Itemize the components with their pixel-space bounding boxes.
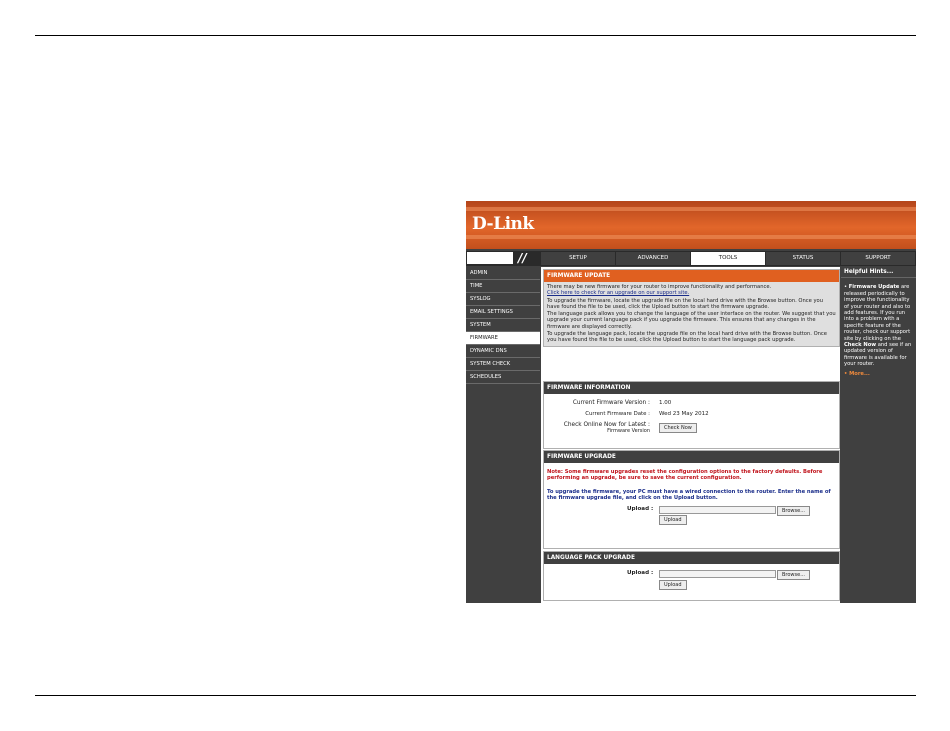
router-screenshot [466, 201, 916, 603]
firmware-upload-button[interactable]: Upload [659, 515, 687, 525]
intro-text-4: To upgrade the language pack, locate the upgrade file on the local hard drive with the Browse button. Once you have found the file to be used, click the Upload button to start the language pack upgrade. [547, 331, 827, 344]
hints-more-link[interactable] [844, 371, 913, 377]
language-pack-title: LANGUAGE PACK UPGRADE [544, 552, 839, 564]
current-version-label: Current Firmware Version : [572, 400, 650, 406]
language-file-input[interactable] [659, 570, 776, 578]
hints-check-now: Check Now [844, 342, 877, 349]
firmware-upgrade-title: FIRMWARE UPGRADE [544, 451, 839, 463]
top-rule [35, 35, 916, 36]
current-date-value: Wed 23 May 2012 [659, 411, 709, 417]
hints-title: Helpful Hints... [841, 267, 916, 278]
brand-banner [466, 201, 916, 249]
check-online-label-line1: Check Online Now for Latest : [563, 422, 650, 428]
firmware-update-panel [543, 269, 840, 347]
model-box [467, 252, 513, 264]
firmware-browse-button[interactable]: Browse... [777, 506, 810, 516]
sidebar-item-firmware[interactable]: FIRMWARE [466, 332, 540, 345]
firmware-upgrade-panel [543, 450, 840, 549]
tab-tools[interactable]: TOOLS [691, 252, 765, 265]
top-nav [466, 251, 916, 266]
hints-more-text: More... [849, 370, 870, 377]
bullet-icon: • [844, 370, 848, 377]
hints-body-2: and see if an updated version of firmware is available for your router. [844, 342, 912, 368]
sidebar-item-dynamic-dns[interactable]: DYNAMIC DNS [466, 345, 540, 358]
check-now-button[interactable]: Check Now [659, 423, 697, 433]
hints-body-1: are released periodically to improve the functionality of your router and also to add features. If you run into a problem with a specific feature of the router, check our support site by clicking on the [844, 284, 911, 342]
sidebar-item-system-check[interactable]: SYSTEM CHECK [466, 358, 540, 371]
hints-text [844, 284, 913, 367]
firmware-upgrade-note: Note: Some firmware upgrades reset the configuration options to the factory defaults. Before performing an upgrade, be sure to save the current configuration. [547, 469, 823, 482]
intro-text-3: The language pack allows you to change the language of the user interface on the router. We suggest that you upgrade your current language pack if you upgrade the firmware. This ensures that any changes in the firmware are displayed correctly. [547, 311, 836, 330]
intro-text-1: There may be new firmware for your router to improve functionality and performance. [547, 284, 772, 290]
check-online-label [547, 422, 650, 435]
sidebar-item-admin[interactable]: ADMIN [466, 267, 540, 280]
support-site-link[interactable]: Click here to check for an upgrade on our support site. [547, 290, 690, 297]
firmware-upload-label: Upload : [627, 506, 654, 513]
language-browse-button[interactable]: Browse... [777, 570, 810, 580]
check-online-label-line2: Firmware Version [607, 428, 650, 435]
firmware-info-panel [543, 381, 840, 449]
sidebar-item-schedules[interactable]: SCHEDULES [466, 371, 540, 384]
sidebar-item-time[interactable]: TIME [466, 280, 540, 293]
sidebar-item-email-settings[interactable]: EMAIL SETTINGS [466, 306, 540, 319]
sidebar-item-system[interactable]: SYSTEM [466, 319, 540, 332]
helpful-hints [841, 267, 916, 603]
language-upload-label: Upload : [627, 570, 654, 576]
bottom-rule [35, 695, 916, 696]
bullet-icon: • [844, 284, 848, 291]
tab-setup[interactable]: SETUP [541, 252, 615, 265]
main-content [541, 267, 840, 603]
hints-bold-term: Firmware Update [848, 284, 900, 291]
language-upload-button[interactable]: Upload [659, 580, 687, 590]
tab-support[interactable]: SUPPORT [841, 252, 915, 265]
firmware-file-input[interactable] [659, 506, 776, 514]
sidebar-item-syslog[interactable]: SYSLOG [466, 293, 540, 306]
firmware-update-title: FIRMWARE UPDATE [544, 270, 839, 282]
intro-text-2: To upgrade the firmware, locate the upgrade file on the local hard drive with the Browse button. Once you have found the file to be used, click the Upload button to start the firmware upgrade. [547, 297, 824, 310]
current-version-value: 1.00 [659, 400, 672, 406]
firmware-upgrade-instructions: To upgrade the firmware, your PC must have a wired connection to the router. Enter the name of the firmware upgrade file, and click on the Upload button. [547, 488, 831, 501]
slash-divider-icon: // [518, 251, 527, 265]
current-date-label: Current Firmware Date : [585, 411, 650, 417]
tab-advanced[interactable]: ADVANCED [616, 252, 690, 265]
tab-status[interactable]: STATUS [766, 252, 840, 265]
firmware-info-title: FIRMWARE INFORMATION [544, 382, 839, 394]
dlink-logo: D-Link [472, 214, 534, 234]
sidebar [466, 267, 540, 384]
language-pack-panel [543, 551, 840, 601]
